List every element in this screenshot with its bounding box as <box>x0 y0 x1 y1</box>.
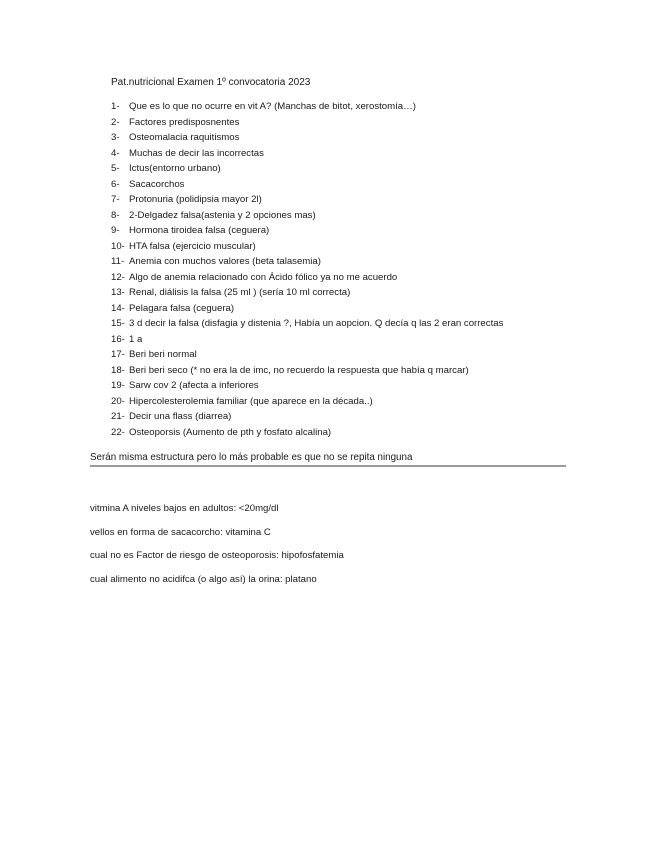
list-item-text: Osteoporsis (Aumento de pth y fosfato alcalina) <box>129 426 332 438</box>
list-item-number: 5- <box>111 163 120 174</box>
list-item-text: Que es lo que no ocurre en vit A? (Manchas de bitot, xerostomía…) <box>129 101 416 112</box>
list-item-text: Beri beri seco (* no era la de imc, no recuerdo la respuesta que había q marcar) <box>129 364 469 376</box>
list-item <box>111 178 503 194</box>
list-item <box>111 271 503 287</box>
list-item <box>111 395 503 411</box>
list-item-number: 8- <box>111 209 120 221</box>
list-item-text: Pelagara falsa (ceguera) <box>129 302 235 314</box>
list-item <box>111 364 503 380</box>
list-item <box>111 240 503 256</box>
extra-note: cual no es Factor de riesgo de osteoporosis: hipofosfatemia <box>90 550 344 561</box>
list-item <box>111 426 503 442</box>
list-item-number: 14- <box>111 302 125 314</box>
list-item-text: HTA falsa (ejercicio muscular) <box>129 240 256 252</box>
list-item <box>111 379 503 395</box>
list-item-text: Sarw cov 2 (afecta a inferiores <box>129 380 259 391</box>
list-item <box>111 255 503 271</box>
question-list <box>111 100 503 441</box>
list-item-number: 6- <box>111 178 120 190</box>
list-item-number: 1- <box>111 101 120 112</box>
list-item-number: 12- <box>111 271 125 283</box>
list-item-number: 20- <box>111 395 125 407</box>
list-item-number: 11- <box>111 256 125 267</box>
list-item-text: Muchas de decir las incorrectas <box>129 147 264 159</box>
list-item-text: 2-Delgadez falsa(astenia y 2 opciones mas) <box>129 209 316 221</box>
list-item-number: 22- <box>111 426 125 438</box>
list-item-number: 16- <box>111 333 125 345</box>
list-item-text: Anemia con muchos valores (beta talasemia) <box>129 256 321 267</box>
list-item-number: 10- <box>111 240 125 252</box>
list-item-number: 2- <box>111 116 120 128</box>
list-item <box>111 209 503 225</box>
list-item <box>111 302 503 318</box>
list-item <box>111 317 503 333</box>
list-item-number: 21- <box>111 411 125 422</box>
list-item-number: 3- <box>111 132 120 143</box>
list-item <box>111 162 503 178</box>
divider <box>90 465 566 467</box>
list-item-text: Beri beri normal <box>129 349 197 360</box>
list-item-number: 19- <box>111 380 125 391</box>
summary-note: Serán misma estructura pero lo más probable es que no se repita ninguna <box>90 452 413 463</box>
list-item-number: 17- <box>111 349 125 360</box>
list-item-text: 1 a <box>129 333 143 345</box>
list-item-text: Algo de anemia relacionado con Ácido fólico ya no me acuerdo <box>129 271 398 283</box>
list-item-text: Ictus(entorno urbano) <box>129 163 221 174</box>
list-item <box>111 224 503 240</box>
list-item-text: Renal, diálisis la falsa (25 ml ) (sería 10 ml correcta) <box>129 287 351 298</box>
list-item <box>111 147 503 163</box>
extra-note: vellos en forma de sacacorcho: vitamina C <box>90 527 271 538</box>
list-item <box>111 348 503 364</box>
list-item-text: Hormona tiroidea falsa (ceguera) <box>129 225 270 236</box>
list-item-number: 7- <box>111 194 120 205</box>
list-item <box>111 116 503 132</box>
list-item-number: 9- <box>111 225 120 236</box>
list-item <box>111 333 503 349</box>
list-item-number: 4- <box>111 147 120 159</box>
list-item-text: Protonuria (polidipsia mayor 2l) <box>129 194 262 205</box>
list-item <box>111 100 503 116</box>
extra-note: vitmina A niveles bajos en adultos: <20mg/dl <box>90 503 279 514</box>
extra-note: cual alimento no acidifca (o algo así) la orina: platano <box>90 574 317 585</box>
list-item-text: Factores predisposnentes <box>129 116 240 128</box>
list-item-text: Decir una flass (diarrea) <box>129 411 232 422</box>
list-item <box>111 410 503 426</box>
list-item <box>111 193 503 209</box>
list-item-text: Hipercolesterolemia familiar (que aparece en la década..) <box>129 395 373 407</box>
list-item <box>111 131 503 147</box>
list-item-text: Osteomalacia raquitismos <box>129 132 240 143</box>
list-item-number: 13- <box>111 287 125 298</box>
list-item-number: 15- <box>111 318 125 329</box>
list-item-text: Sacacorchos <box>129 178 185 190</box>
list-item-text: 3 d decir la falsa (disfagia y distenia ?, Había un aopcion. Q decía q las 2 eran correctas <box>129 318 504 329</box>
list-item <box>111 286 503 302</box>
document-title: Pat.nutricional Examen 1º convocatoria 2023 <box>111 77 311 88</box>
list-item-number: 18- <box>111 364 125 376</box>
